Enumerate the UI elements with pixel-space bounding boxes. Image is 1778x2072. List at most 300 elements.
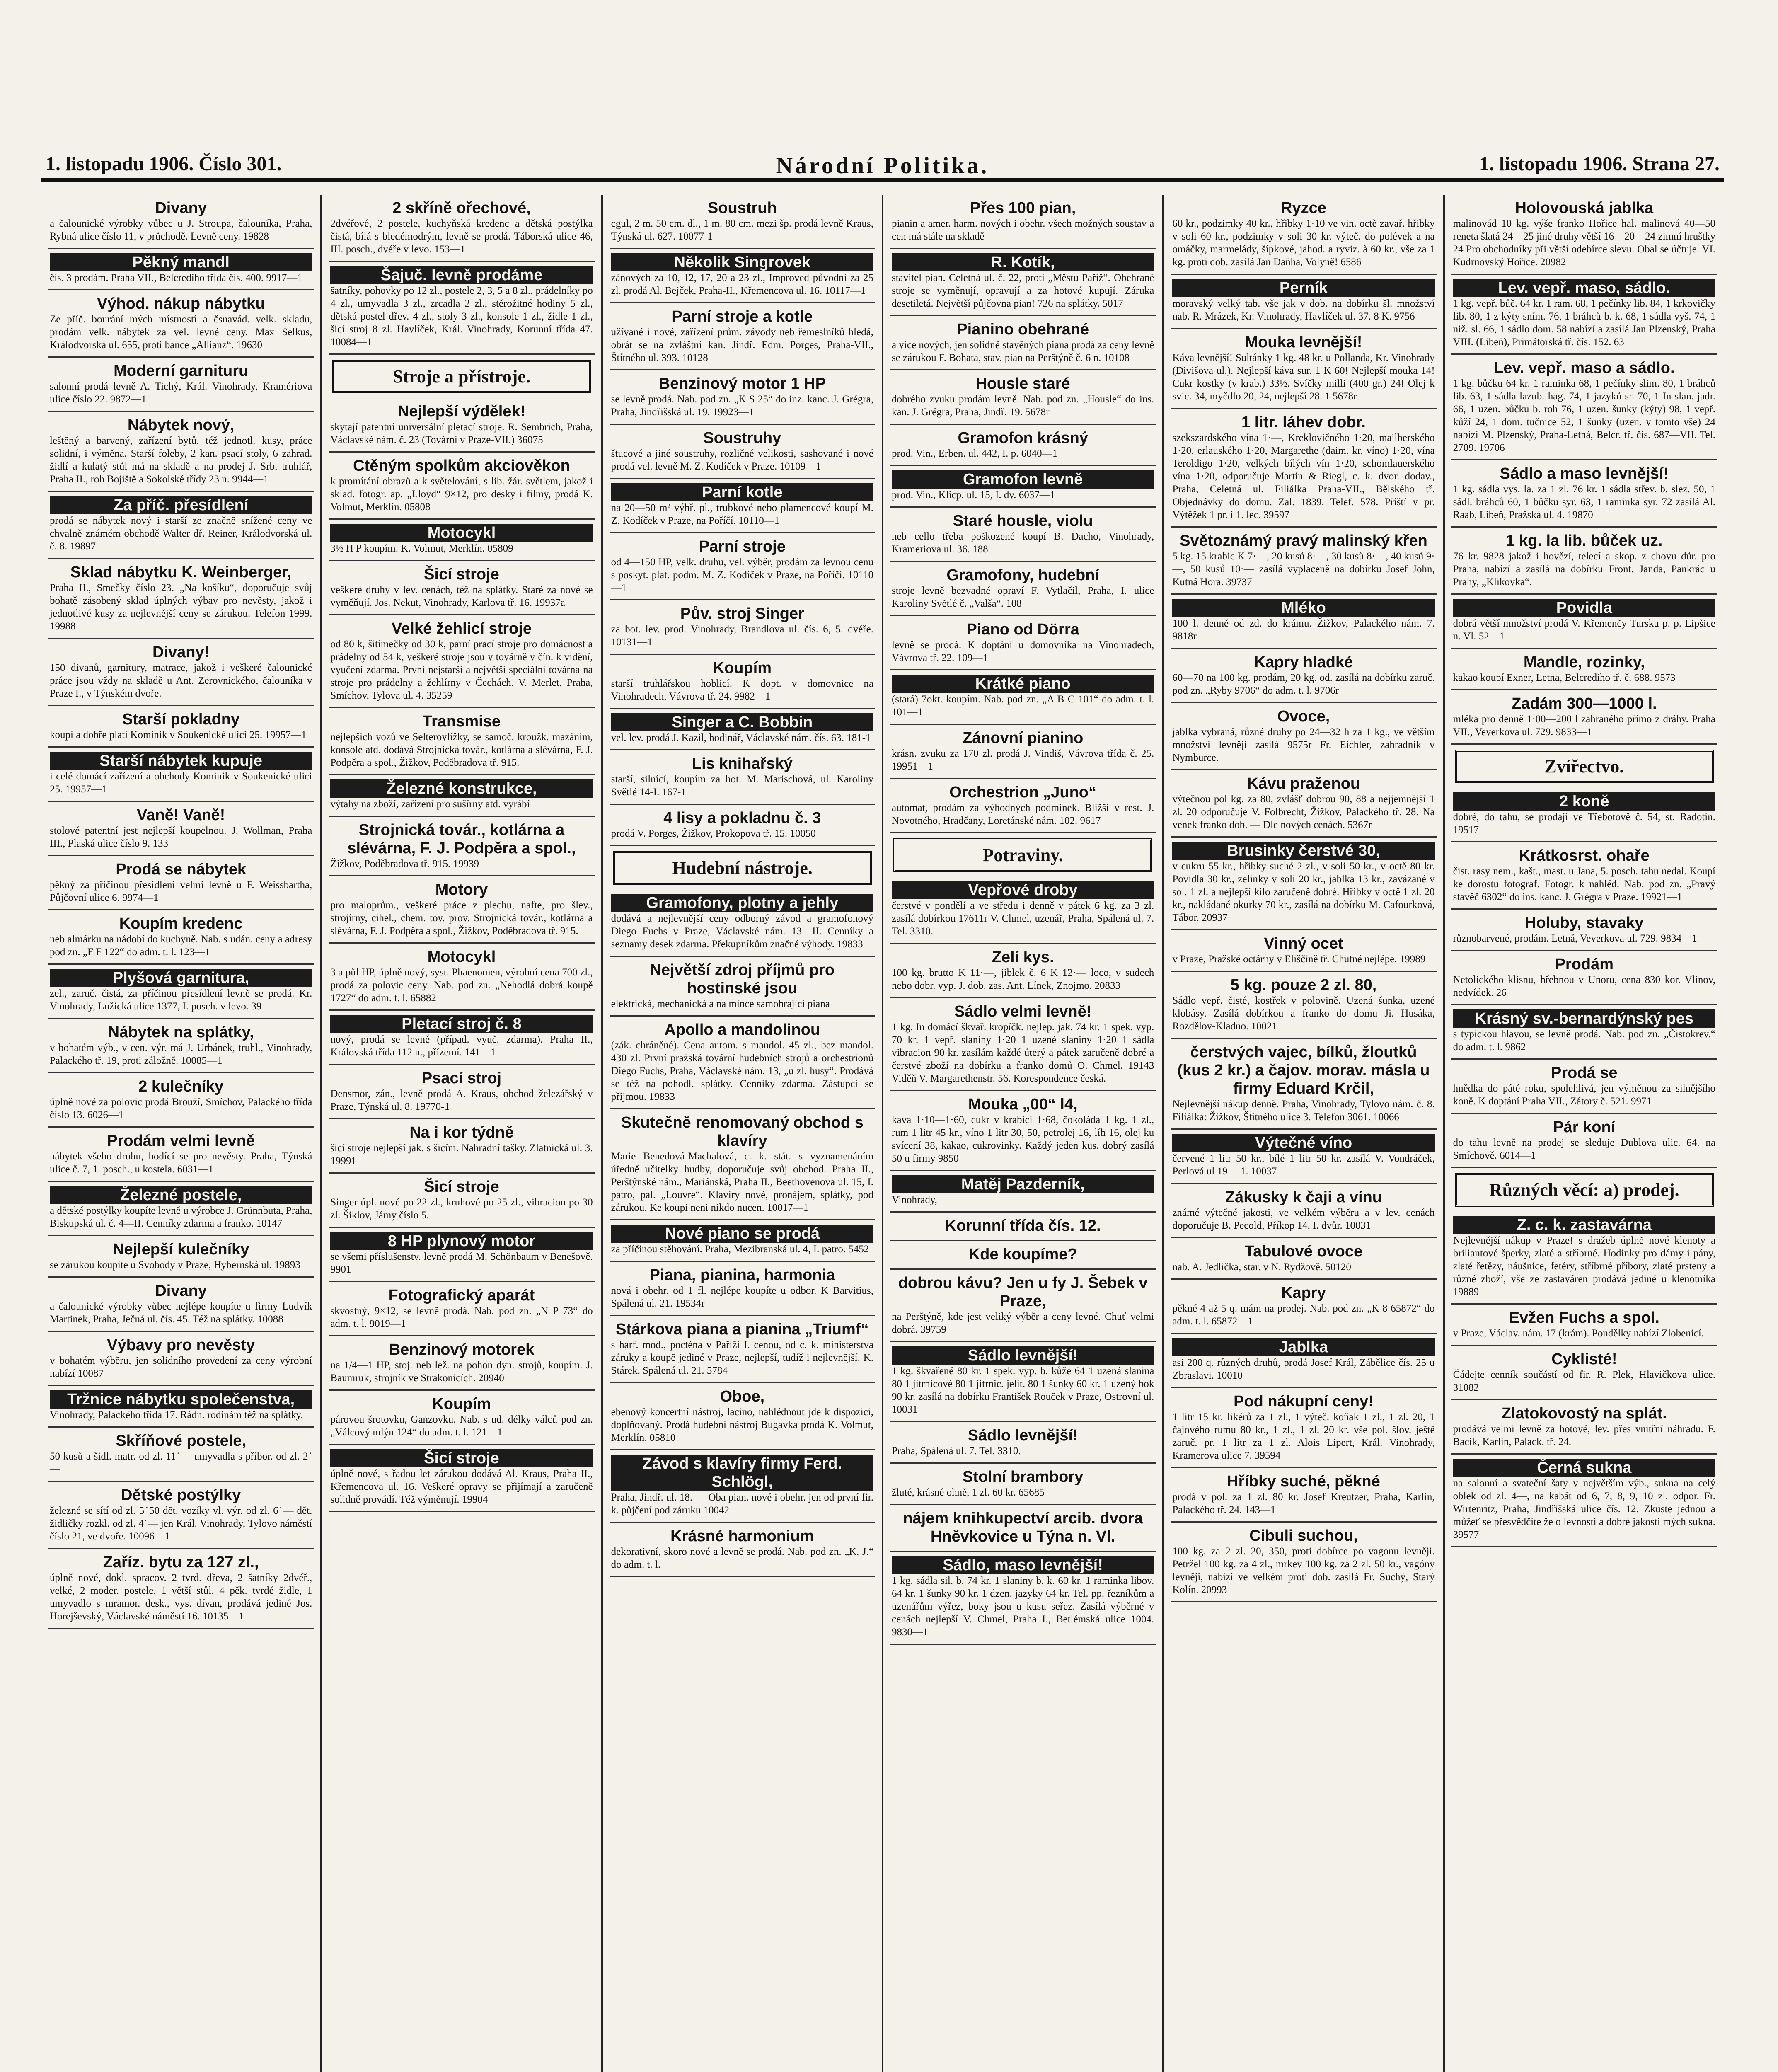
ad-headline: Motocykl — [427, 948, 496, 966]
classified-ad — [890, 425, 1156, 466]
classified-ad — [329, 1174, 594, 1228]
ad-body: cgul, 2 m. 50 cm. dl., 1 m. 80 cm. mezi šp. prodá levně Kraus, Týnská ul. 627. 10077-1 — [611, 218, 873, 242]
ad-headline: Prodám — [1555, 956, 1614, 973]
ad-body: dobrého zvuku prodám levně. Nab. pod zn. „Housle“ do ins. kan. J. Grégra, Praha, Jindř. 19. 5678r — [891, 394, 1154, 418]
classified-ad — [48, 412, 314, 492]
ad-body: 3½ H P koupím. K. Volmut, Merklín. 05809 — [330, 543, 513, 554]
classified-ad — [329, 1065, 594, 1119]
ad-body: párovou šrotovku, Ganzovku. Nab. s ud. délky válců pod zn. „Válcový mlýn 124“ do adm. t. l. 121—1 — [330, 1414, 593, 1438]
section-heading: Stroje a přístroje. — [332, 360, 591, 393]
ad-body: (stará) 7okt. koupím. Nab. pod zn. „A B C 101“ do adm. t. l. 101—1 — [891, 694, 1154, 718]
classified-ad — [890, 944, 1156, 998]
classified-ad — [1451, 1346, 1717, 1400]
ad-body: vel. lev. prodá J. Kazil, hodinář, Václavské nám. čís. 63. 181-1 — [611, 732, 871, 743]
classified-ad — [1451, 1005, 1717, 1060]
ad-headline: Ctěným spolkům akciověkon — [353, 457, 570, 474]
ad-headline: Sádlo a maso levnější! — [1500, 465, 1669, 482]
ad-headline: Kapry — [1281, 1284, 1326, 1302]
classified-ad — [890, 1464, 1156, 1505]
ad-headline: Divany — [155, 1282, 207, 1300]
ad-body: pianin a amer. harm. nových i obehr. všech možných soustav a cen má stále na skladě — [891, 218, 1154, 242]
ad-headline: Divany! — [152, 644, 210, 661]
ad-body: k promítání obrazů a k světelování, s lib. žár. světlem, jakož i sklad. fotogr. ap. „Lloyd“ 9×12, pro desky i filmy, prodá K. Volmut, Merklín. 05808 — [330, 476, 593, 513]
ad-headline: Sádlo levnější! — [892, 1346, 1154, 1365]
ad-headline: Staré housle, violu — [953, 512, 1093, 530]
classified-ad — [1171, 275, 1436, 329]
ad-headline: Prodá se nábytek — [116, 861, 246, 878]
ad-headline: Železné konstrukce, — [330, 779, 593, 798]
classified-ad — [610, 1220, 875, 1262]
ad-headline: Cibuli suchou, — [1249, 1527, 1358, 1544]
classified-ad — [610, 1383, 875, 1450]
ad-body: v bohatém výb., v cen. výr. má J. Urbánek, truhl., Vinohrady, Palackého tř. 19, proti záložně. 10085—1 — [50, 1042, 312, 1066]
classified-ad — [48, 290, 314, 358]
ad-headline: Zaříz. bytu za 127 zl., — [103, 1554, 259, 1571]
ad-headline: Nejlepší kulečníky — [112, 1241, 249, 1258]
ad-body: automat, prodám za výhodných podmínek. Bližší v rest. J. Novotného, Hradčany, Loretánské nám. 102. 9617 — [891, 802, 1154, 826]
header-date-issue: 1. listopadu 1906. Číslo 301. — [46, 153, 282, 175]
ad-body: kakao koupí Exner, Letna, Belcrediho tř. č. 688. 9573 — [1453, 672, 1676, 683]
classified-ad — [48, 1128, 314, 1182]
classified-ad — [890, 670, 1156, 725]
ad-headline: Z. c. k. zastavárna — [1453, 1216, 1715, 1234]
classified-ad — [890, 998, 1156, 1091]
column-4 — [883, 195, 1164, 2072]
ad-headline: Nové piano se prodá — [611, 1225, 873, 1243]
classified-ad — [48, 1278, 314, 1332]
ad-headline: Výbavy pro nevěsty — [107, 1336, 255, 1354]
classified-ad — [48, 1019, 314, 1073]
ad-body: se levně prodá. Nab. pod zn. „K S 25“ do inz. kanc. J. Grégra, Praha, Jindřišská ul. 19. 19923—1 — [611, 394, 873, 418]
ad-body: v Praze, Václav. nám. 17 (krám). Pondělky nabízí Zlobenicí. — [1453, 1328, 1704, 1339]
ad-body: 150 divanů, garnitury, matrace, jakož i veškeré čalounické práce jsou vždy na skladě u Ant. Zerovnického, čalouníka v Praze I., v Týnském dvoře. — [50, 662, 312, 699]
classified-ad — [1171, 528, 1436, 595]
ad-body: nab. A. Jedlička, star. v N. Rydžově. 50120 — [1172, 1261, 1351, 1273]
ad-headline: Divany — [155, 199, 207, 217]
ad-body: v cukru 55 kr., hřibky suché 2 zl., v soli 50 kr., v octě 80 kr. Povidla 30 kr., zelinky v soli 20 kr., jablka 13 kr., zavázané v sol. 1 zl. a nejlepší kilo zaručeně dobré. Hřibky v octě 1 zl. 20 kr., nakládané okurky 70 kr., zasílá na dobírku M. Cafourková, Tábor. 20937 — [1172, 861, 1435, 923]
ad-headline: Pod nákupní ceny! — [1234, 1393, 1374, 1410]
ad-body: se všemi příslušenstv. levně prodá M. Schönbaum v Benešově. 9901 — [330, 1251, 593, 1275]
ad-headline: 8 HP plynový motor — [330, 1232, 593, 1250]
classified-columns — [41, 195, 1724, 2072]
ad-body: Ze příč. bourání mých místností a čsnavád. velk. skladu, prodám velk. nábytek za vel. levné ceny. Max Selkus, Králodvorská ul. 655, proti bance „Allianz“. 19630 — [50, 314, 312, 351]
classified-ad — [1451, 528, 1717, 595]
ad-headline: Zelí kys. — [992, 949, 1054, 966]
ad-headline: Skříňové postele, — [116, 1432, 246, 1450]
ad-headline: Světoznámý pravý malinský křen — [1180, 532, 1427, 549]
ad-body: užívané i nové, zařízení prům. závody neb řemeslníků hledá, obrát se na zvláštní kan. Jindř. Edm. Porges, Praha-VII., Štítného ul. 393. 10128 — [611, 327, 873, 363]
classified-ad — [329, 615, 594, 708]
classified-ad — [329, 775, 594, 817]
classified-ad — [610, 1017, 875, 1109]
ad-body: a čalounické výrobky vůbec nejlépe koupíte u firmy Ludvík Martinek, Praha, Ječná ul. čís. 45. Též na splátky. 10088 — [50, 1301, 312, 1325]
classified-ad — [610, 1109, 875, 1220]
ad-headline: Prodám velmi levně — [107, 1132, 255, 1150]
ad-body: levně se prodá. K doptání u domovníka na Vinohradech, Vávrova tř. 22. 109—1 — [891, 639, 1154, 663]
classified-ad — [610, 890, 875, 957]
classified-ad — [1451, 460, 1717, 528]
classified-ad — [890, 370, 1156, 425]
ad-body: štucové a jiné soustruhy, rozličné velikosti, sashované i nové prodá vel. levně M. Z. Kodíček v Praze. 10109—1 — [611, 448, 873, 472]
ad-headline: Pův. stroj Singer — [680, 605, 804, 622]
ad-body: 100 kg. za 2 zl. 20, 350, proti dobírce po vagonu levněji. Petržel 100 kg. za 4 zl., mrkev 100 kg. za 2 zl. 50 kr., vagóny levněji, nabízí ve velkém proti dob. zasílá Fr. Suchý, Starý Kolín. 20993 — [1172, 1546, 1435, 1595]
classified-ad — [48, 358, 314, 412]
classified-ad — [890, 1552, 1156, 1645]
ad-headline: Gramofony, hudební — [946, 566, 1100, 584]
ad-body: Netolického klisnu, hřebnou v Unoru, cena 830 kor. Vlinov, nedvídek. 26 — [1453, 974, 1715, 998]
classified-ad — [1451, 910, 1717, 951]
classified-ad — [890, 616, 1156, 670]
ad-headline: Krátkosrst. ohaře — [1519, 847, 1650, 864]
ad-headline: Cyklisté! — [1551, 1351, 1617, 1368]
ad-headline: Kde koupíme? — [968, 1246, 1077, 1263]
ad-headline: Oboe, — [720, 1388, 765, 1405]
ad-body: čís. 3 prodám. Praha VII., Belcrediho třída čís. 400. 9917—1 — [50, 272, 302, 283]
ad-headline: 5 kg. pouze 2 zl. 80, — [1230, 976, 1377, 994]
classified-ad — [890, 466, 1156, 508]
ad-body: pro maloprům., veškeré práce z plechu, nafte, pro šlev., strojírny, cihel., chem. tov. prov. Strojnická továr., kotlárna a slévárna, F. J. Podpěra a spol., Žižkov, Poděbradova tř. 915. — [330, 900, 593, 937]
ad-headline: Šicí stroje — [330, 1449, 593, 1467]
classified-ad — [610, 479, 875, 533]
ad-body: dobrá větší množství prodá V. Křemenčy Tursku p. p. Lipšice n. Vl. 52—1 — [1453, 618, 1715, 642]
ad-body: různobarvené, prodám. Letná, Veverkova ul. 729. 9834—1 — [1453, 933, 1697, 944]
ad-body: nový, prodá se levně (případ. vyuč. zdarma). Praha II., Královská třída 112 n., přízemí. 141—1 — [330, 1034, 593, 1058]
ad-body: s harf. mod., pocténa v Paříži I. cenou, od c. k. ministerstva záruky a koupě jediné v Praze, nejlepší, tudíž i nejlevnější. K. Stárek, Spálená ul. 21. 5784 — [611, 1339, 873, 1376]
ad-headline: Lev. vepř. maso a sádlo. — [1494, 359, 1675, 377]
ad-body: 1 kg. In domácí škvař. kropíčk. nejlep. jak. 74 kr. 1 spek. vyp. 70 kr. 1 vepř. slaniny 1·20 1 uzené slaniny 1·20 1 sádla vibracion 90 kr. zasílám každé úterý a pátek zaručeně dobré a čerstvé zboží na dobírku a franko domů O. Chmel. 19143 Viděň V, Margarethenstr. 56. Korespondence česká. — [891, 1021, 1154, 1084]
ad-body: stolové patentní jest nejlepší koupelnou. J. Wollman, Praha III., Plaská ulice číslo 9. 133 — [50, 825, 312, 849]
classified-ad — [1451, 842, 1717, 910]
classified-ad — [890, 725, 1156, 779]
ad-body: prodá V. Porges, Žižkov, Prokopova tř. 15. 10050 — [611, 828, 816, 839]
classified-ad — [48, 492, 314, 559]
ad-body: žluté, krásné ohně, 1 zl. 60 kr. 65685 — [891, 1487, 1045, 1498]
classified-ad — [1451, 951, 1717, 1005]
classified-ad — [329, 398, 594, 453]
ad-headline: Starší pokladny — [122, 711, 240, 728]
classified-ad — [1171, 595, 1436, 649]
ad-headline: Parní stroje a kotle — [672, 308, 813, 325]
classified-ad — [329, 262, 594, 355]
ad-body: zel., zaruč. čistá, za příčinou přesídlení levně se prodá. Kr. Vinohrady, Lužická ulice 1377, I. posch. v levo. 39 — [50, 988, 312, 1012]
ad-body: pěkný za příčinou přesídlení velmi levně u F. Weissbartha, Půjčovní ulice 6. 9974—1 — [50, 879, 312, 903]
ad-body: starší truhlářskou hoblicí. K dopt. v domovnice na Vinohradech, Vávrova tř. 24. 9982—1 — [611, 678, 873, 702]
classified-ad — [329, 817, 594, 876]
classified-ad — [48, 748, 314, 802]
ad-body: Nejlevnější nákup denně. Praha, Vinohrady, Tylovo nám. č. 8. Filiálka: Žižkov, Štítného ulice 3. Telefon 3061. 10066 — [1172, 1099, 1435, 1123]
header-date-page: 1. listopadu 1906. Strana 27. — [1479, 153, 1720, 175]
classified-ad — [890, 195, 1156, 249]
ad-body: Vinohrady, Palackého třída 17. Rádn. rodinám též na splátky. — [50, 1409, 303, 1421]
classified-ad — [1451, 690, 1717, 745]
classified-ad — [890, 1091, 1156, 1171]
ad-body: skytají patentní universální pletací stroje. R. Sembrich, Praha, Václavské nám. č. 23 (Tovární v Praze-VII.) 36075 — [330, 421, 593, 445]
ad-body: nová i obehr. od 1 fl. nejlépe koupíte u odbor. K Barvitius, Spálená ul. 21. 19534r — [611, 1285, 873, 1309]
ad-body: 1 kg. sádla sil. b. 74 kr. 1 slaniny b. k. 60 kr. 1 raminka libov. 64 kr. 1 šunky 90 kr. 1 dzen. jazyky 64 kr. Tel. pp. řezníkům a uzenářům výřez, boky jsou u kusu seřez. Zasílá výběrné v cenách nejlepší V. Chmel, Praha I., Betlémská ulice 1004. 9830—1 — [891, 1575, 1154, 1638]
classified-ad — [48, 1482, 314, 1549]
ad-body: neb cello třeba poškozené koupí B. Dacho, Vinohrady, Krameriova ul. 36. 188 — [891, 531, 1154, 555]
ad-headline: 2 kulečníky — [138, 1078, 224, 1095]
ad-headline: Mouka levnější! — [1245, 334, 1362, 351]
ad-body: nejlepších vozů ve Selterovlížky, se samoč. kroužk. mazáním, konsole atd. dodává Strojnická továr., kotlárna a slévárna, F. J. Podpěra a spol., Žižkov, Poděbradova tř. 915. — [330, 731, 593, 768]
ad-body: skvostný, 9×12, se levně prodá. Nab. pod zn. „N P 73“ do adm. t. l. 9019—1 — [330, 1305, 593, 1329]
ad-headline: Hříbky suché, pěkné — [1227, 1473, 1380, 1490]
ad-headline: 4 lisy a pokladnu č. 3 — [663, 809, 821, 827]
ad-headline: Jablka — [1172, 1338, 1434, 1356]
ad-headline: Velké žehlicí stroje — [392, 620, 532, 637]
ad-body: Čádejte cenník součástí od fir. R. Plek, Hlavičkova ulice. 31082 — [1453, 1369, 1715, 1393]
ad-body: kava 1·10—1·60, cukr v krabici 1·68, čokoláda 1 kg. 1 zl., rum 1 litr 45 kr., víno 1 litr 30, 50, petrolej 16, líh 16, olej ku svícení 38, kakao, cukrovinky. Každý jeden kus. dobrý zasílá 50 u firmy 9850 — [891, 1114, 1154, 1164]
classified-ad — [48, 1236, 314, 1278]
ad-headline: Piano od Dörra — [966, 621, 1079, 638]
classified-ad — [48, 1549, 314, 1629]
ad-headline: Krásné harmonium — [670, 1527, 814, 1545]
ad-headline: Evžen Fuchs a spol. — [1509, 1309, 1659, 1326]
ad-headline: Povidla — [1453, 599, 1715, 617]
ad-headline: Strojnická továr., kotlárna a slévárna, F. J. Podpěra a spol., — [347, 821, 576, 857]
ad-headline: Pár koní — [1553, 1118, 1616, 1136]
ad-headline: Za příč. přesídlení — [50, 496, 312, 514]
ad-body: za bot. lev. prod. Vinohrady, Brandlova ul. čís. 6, 5. dvéře. 10131—1 — [611, 624, 873, 648]
ad-headline: Gramofon levně — [892, 470, 1154, 489]
ad-headline: Housle staré — [975, 375, 1070, 392]
classified-ad — [1171, 1130, 1436, 1184]
ad-headline: Nejlepší výdělek! — [397, 403, 526, 420]
ad-body: 1 litr 15 kr. likérů za 1 zl., 1 výteč. koňak 1 zl., 1 zl. 20, 1 čajového rumu 80 kr., 1 zl., 1 zl. 20 kr. vše pol. šlov. ještě zaruč. pr. 1 litr za 1 zl. Alois Lipert, Král. Vinohrady, Kramerova ulice 7. 39594 — [1172, 1411, 1435, 1461]
ad-body: na salonní a svateční šaty v největším výb., sukna na celý oblek od zl. 4—, na kabát od 6, 7, 8, 9, 10 zl. odpor. Fr. Wirtenritz, Praha, Jindřišská ulice čís. 12. Zkuste jednou a můžeť se přesvědčíte že o levnosti a dobré jakosti mých sukna. 39577 — [1453, 1478, 1715, 1540]
section-heading: Zvířectvo. — [1455, 750, 1714, 783]
classified-ad — [890, 1422, 1156, 1464]
classified-ad — [890, 1342, 1156, 1422]
ad-body: pěkné 4 až 5 q. mám na prodej. Nab. pod zn. „K 8 65872“ do adm. t. l. 65872—1 — [1172, 1303, 1435, 1327]
ad-headline: Šicí stroje — [424, 566, 499, 583]
ad-body: dekorativní, skoro nové a levně se prodá. Nab. pod zn. „K. J.“ do adm. t. l. — [611, 1546, 873, 1570]
classified-ad — [610, 655, 875, 709]
ad-body: elektrická, mechanická a na mince samohrající piana — [611, 998, 830, 1009]
classified-ad — [1451, 1114, 1717, 1168]
ad-body: 1 kg. sádla vys. la. za 1 zl. 76 kr. 1 sádla střev. b. slez. 50, 1 sádl. bráhců 60, 1 bůčku syr. 63, 1 raminka syr. 72 zasílá Al. Raab, Libeň, Pražská ul. 4. 19870 — [1453, 484, 1715, 520]
ad-body: Káva levnější! Sultánky 1 kg. 48 kr. u Pollanda, Kr. Vinohrady (Divišova ul.). Nejlepší káva sur. 1 K 60! Nejlepší mouka 14! Cukr kostky (v krab.) 33½. Svíčky milli (400 gr.) 24! Olej k svic. 34, myčdlo 20, 24, nejlepší 28. 1 5678r — [1172, 352, 1435, 402]
classified-ad — [1451, 275, 1717, 355]
ad-headline: Soustruh — [707, 199, 777, 217]
column-3 — [603, 195, 883, 2072]
ad-headline: Nábytek nový, — [127, 416, 235, 434]
ad-body: s typickou hlavou, se levně prodá. Nab. pod zn. „Čistokrev.“ do adm. t. l. 9862 — [1453, 1029, 1715, 1053]
ad-headline: Stárkova piana a pianina „Triumf“ — [616, 1321, 869, 1338]
ad-headline: Piana, pianina, harmonia — [649, 1266, 835, 1284]
ad-headline: Koupím — [432, 1395, 491, 1413]
ad-body: 5 kg. 15 krabic K 7·—, 20 kusů 8·—, 30 kusů 8·—, 40 kusů 9·—, 50 kusů 10·— zasílá vyplaceně na dobírku Josef John, Kutná Hora. 39737 — [1172, 551, 1435, 588]
classified-ad — [610, 750, 875, 805]
classified-ad — [1451, 1455, 1717, 1547]
ad-body: i celé domácí zařízení a obchody Kominik v Soukenické ulici 25. 19957—1 — [50, 771, 312, 795]
ad-body: za příčinou stěhování. Praha, Mezibranská ul. 4, I. patro. 5452 — [611, 1244, 869, 1255]
ad-headline: Sklad nábytku K. Weinberger, — [70, 564, 292, 581]
ad-headline: Sádlo levnější! — [968, 1427, 1078, 1444]
classified-ad — [890, 1171, 1156, 1213]
ad-headline: Holovouská jablka — [1515, 199, 1654, 217]
ad-body: asi 200 q. různých druhů, prodá Josef Král, Zábělice čís. 25 u Zbraslavi. 10010 — [1172, 1357, 1435, 1381]
ad-body: Sádlo vepř. čisté, kostřek v polovině. Uzená šunka, uzené klobásy. Zasílá dobírkou a franko do domu Ji. Husáka, Rozdělov-Kladno. 10021 — [1172, 995, 1435, 1032]
ad-body: prod. Vin., Klicp. ul. 15, I. dv. 6037—1 — [891, 489, 1055, 501]
classified-ad — [1451, 195, 1717, 275]
classified-ad — [610, 303, 875, 370]
ad-body: Praha, Spálená ul. 7. Tel. 3310. — [891, 1445, 1021, 1457]
classified-ad — [329, 453, 594, 520]
ad-body: 1 kg. škvařené 80 kr. 1 spek. vyp. b. kůže 64 1 uzená slanina 80 1 jitrnicové 80 1 jitrnic. jelit. 80 1 šunky 60 kr. 1 uzený bok 90 kr. zasílá na dobírku František Rouček v Praze, Ostrovní ul. 10031 — [891, 1365, 1154, 1415]
ad-body: červené 1 litr 50 kr., bílé 1 litr 50 kr. zasílá V. Vondráček, Perlová ul 19 —1. 10037 — [1172, 1153, 1435, 1177]
ad-body: čerstvé v pondělí a ve středu i denně v pátek 6 kg. za 3 zl. zasílá dobírkou 17611r V. Chmel, uzenář, Praha, Spálená ul. 7. Tel. 3310. — [891, 900, 1154, 937]
ad-body: koupí a dobře platí Kominik v Soukenické ulici 25. 19957—1 — [50, 729, 307, 741]
ad-body: Nejlevnější nákup v Praze! s dražeb úplně nové klenoty a briliantové šperky, zlaté a stříbrné. Hodinky pro dámy i pány, zlaté řetězy, náušnice, fetéry, stříbrné příbory, zlaté prsteny a různé zboží, vše ze zastaváren prodává jediné u klenotníka 19889 — [1453, 1235, 1715, 1297]
ad-body: prodá v pol. za 1 zl. 80 kr. Josef Kreutzer, Praha, Karlín, Palackého tř. 24. 143—1 — [1172, 1491, 1435, 1515]
classified-ad — [610, 805, 875, 846]
ad-body: na Perštýně, kde jest veliký výběr a ceny levné. Chuť velmi dobrá. 39759 — [891, 1311, 1154, 1335]
ad-headline: Singer a C. Bobbin — [611, 713, 873, 731]
ad-body: a čalounické výrobky vůbec u J. Stroupa, čalouníka, Praha, Rybná ulice číslo 11, v průchodě. Levně ceny. 19828 — [50, 218, 312, 242]
ad-headline: Transmise — [422, 713, 501, 730]
ad-body: malinovád 10 kg. výše franko Hořice hal. malinová 40—50 reneta šlatá 24—25 jiné druhy větší 16—20—24 zimní hruštky 24 Pro obchodníky při větší odebírce slevu. Obal se účtuje. VI. Kudrnovský Hořice. 20982 — [1453, 218, 1715, 268]
ad-headline: Krásný sv.-bernardýnský pes — [1453, 1009, 1715, 1028]
classified-ad — [610, 1450, 875, 1523]
column-6 — [1445, 195, 1724, 2072]
classified-ad — [1171, 1468, 1436, 1523]
ad-headline: Benzinový motorek — [389, 1341, 535, 1358]
classified-ad — [610, 1316, 875, 1383]
classified-ad — [329, 561, 594, 615]
classified-ad — [1171, 930, 1436, 972]
ad-headline: Perník — [1172, 279, 1434, 297]
column-5 — [1164, 195, 1444, 2072]
ad-body: na 1/4—1 HP, stoj. neb lež. na pohon dyn. strojů, koupím. J. Baumruk, strojník ve Strakonicích. 20940 — [330, 1360, 593, 1384]
ad-headline: Sádlo velmi levně! — [954, 1003, 1092, 1020]
ad-body: a více nových, jen solidně stavěných piana prodá za ceny levně se zárukou F. Bohata, stav. pian na Perštýně č. 6 n. 10108 — [891, 339, 1154, 363]
ad-body: dodává a nejlevnější ceny odborný závod a gramofonový Diego Fuchs v Praze, Václavské nám. 13—II. Cenníky a seznamy desek zdarma. Překupníkům značné výhody. 19833 — [611, 913, 873, 950]
ad-headline: Mléko — [1172, 599, 1434, 617]
ad-headline: čerstvých vajec, bílků, žloutků (kus 2 kr.) a čajov. morav. másla u firmy Eduard Krčil, — [1177, 1043, 1430, 1097]
ad-body: Singer úpl. nové po 22 zl., kruhové po 25 zl., vibracion po 30 zl. Šiklov, Jámy číslo 5. — [330, 1197, 593, 1221]
ad-body: v bohatém výběru, jen solidního provedení za ceny výrobní nabízí 10087 — [50, 1355, 312, 1379]
classified-ad — [1171, 649, 1436, 703]
classified-ad — [1171, 1184, 1436, 1238]
classified-ad — [890, 1241, 1156, 1270]
section-heading: Hudební nástroje. — [613, 851, 872, 885]
ad-headline: Mouka „00“ l4, — [968, 1096, 1078, 1113]
ad-headline: Krátké piano — [892, 675, 1154, 693]
page-header — [41, 149, 1724, 182]
ad-body: do tahu levně na prodej se sleduje Dublova ulic. 64. na Smíchově. 6014—1 — [1453, 1137, 1715, 1161]
ad-headline: Největší zdroj příjmů pro hostinské jsou — [650, 961, 835, 997]
ad-headline: Ryzce — [1281, 199, 1326, 217]
classified-ad — [1171, 1039, 1436, 1130]
ad-headline: Fotografický aparát — [388, 1287, 535, 1304]
classified-ad — [610, 1262, 875, 1316]
classified-ad — [890, 316, 1156, 370]
classified-ad — [890, 249, 1156, 316]
ad-headline: Vinný ocet — [1264, 935, 1343, 952]
classified-ad — [610, 1523, 875, 1577]
ad-headline: nájem knihkupectví arcib. dvora Hněvkovice u Týna n. Vl. — [903, 1510, 1143, 1545]
classified-ad — [610, 195, 875, 249]
ad-headline: Černá sukna — [1453, 1459, 1715, 1477]
ad-body: (zák. chráněné). Cena autom. s mandol. 45 zl., bez mandol. 430 zl. První pražská tovární hudebních strojů a orchestrionů Diego Fuchs, Praha, Václavské nám. 13, „u zl. husy“. Prodává se též na pohodl. splátky. Cenníky zdarma. Zástupci se přijmou. 19833 — [611, 1040, 873, 1102]
ad-headline: Motocykl — [330, 524, 593, 542]
ad-body: 60 kr., podzimky 40 kr., hřibky 1·10 ve vin. octě zavař. hřibky v soli 60 kr., podzimky v soli 30 kr. výteč. do polévek a na omáčky, marmelády, šípkové, jahod. a ryviz. à 60 kr., vše za 1 kg. proti dob. zasílá Jan Daňha, Volyně! 6586 — [1172, 218, 1435, 268]
ad-body: v Praze, Pražské octárny v Eliščině tř. Chutné nejlépe. 19989 — [1172, 954, 1426, 965]
ad-headline: Šicí stroje — [424, 1178, 499, 1196]
column-1 — [41, 195, 322, 2072]
ad-headline: Plyšová garnitura, — [50, 969, 312, 987]
ad-body: úplně nové, dokl. spracov. 2 tvrd. dřeva, 2 šatníky 2dvéř., velké, 2 moder. postele, 1 větší stůl, 4 pěk. tvrdé židle, 1 umyvadlo s mramor. desk., vys. dívan, prodává jediné Jos. Horejševský, Václavské náměstí 16. 10135—1 — [50, 1572, 312, 1622]
classified-ad — [1451, 1212, 1717, 1305]
classified-ad — [48, 559, 314, 639]
classified-ad — [1451, 1060, 1717, 1114]
ad-body: 100 kg. brutto K 11·—, jiblek č. 6 K 12·— loco, v sudech nebo dobr. vyp. J. dob. zas. Ant. Línek, Znojmo. 20833 — [891, 967, 1154, 991]
ad-body: od 4—150 HP, velk. druhu, vel. výběr, prodám za levnou cenu s poskyt. plat. podm. M. Z. Kodíček v Praze, na Poříčí. 10110—1 — [611, 557, 873, 593]
ad-body: neb almárku na nádobí do kuchyně. Nab. s udán. ceny a adresy pod zn. „F F 122“ do adm. t. l. 123—1 — [50, 934, 312, 958]
ad-headline: Vaně! Vaně! — [137, 806, 225, 824]
ad-headline: Dětské postýlky — [121, 1486, 241, 1504]
ad-body: veškeré druhy v lev. cenách, též na splátky. Staré za nové se vyměňují. Jos. Nekut, Vinohrady, Karlova tř. 16. 19937a — [330, 584, 593, 608]
classified-ad — [890, 1505, 1156, 1552]
classified-ad — [329, 876, 594, 944]
ad-body: hnědka do páté roku, spolehlivá, jen výměnou za silnějšího koně. K doptání Praha VII., Zátory č. 521. 9971 — [1453, 1083, 1715, 1107]
classified-ad — [48, 1332, 314, 1386]
ad-body: Marie Benedová-Machalová, c. k. stát. s vyznamenáním úředně učitelky hudby, doporučuje svůj obchod. Praha II., Perštýnské nám., Mariánská, Praha II., Beethovenova ul. 15, I. patro, pal. „Louvre“. Klavíry nové, pronájem, splátky, pod zárukou. Ke koupi neni nikdo nucen. 10017—1 — [611, 1151, 873, 1213]
classified-ad — [48, 1386, 314, 1428]
classified-ad — [1171, 1388, 1436, 1468]
ad-headline: Pletací stroj č. 8 — [330, 1015, 593, 1033]
ad-headline: 2 koně — [1453, 792, 1715, 811]
ad-headline: Prodá se — [1551, 1064, 1618, 1082]
classified-ad — [1171, 195, 1436, 275]
ad-headline: Nábytek na splátky, — [108, 1024, 254, 1041]
classified-ad — [1171, 1523, 1436, 1602]
classified-ad — [1451, 595, 1717, 649]
classified-ad — [1171, 838, 1436, 930]
ad-headline: R. Kotík, — [892, 253, 1154, 271]
ad-body: od 80 k, šitímečky od 30 k, parní prací stroje pro domácnost a prádelny od 54 k, veškeré stroje jsou v továrně v čín. k vidění, vyučení zdarma. První nejstarší a největší speciální továrna na stroje pro prádelny a žehlírny v Čechách. V. Merlet, Praha, Smíchov, Tylova ul. 4. 35259 — [330, 639, 593, 701]
ad-body: zánových za 10, 12, 17, 20 a 23 zl., Improved původní za 25 zl. prodá Al. Bejček, Praha-II., Křemencova ul. 16. 10117—1 — [611, 272, 873, 296]
ad-headline: Korunní třída čís. 12. — [945, 1217, 1101, 1234]
classified-ad — [1451, 1400, 1717, 1455]
classified-ad — [890, 1213, 1156, 1241]
ad-body: nábytek všeho druhu, hodící se pro nevěsty. Praha, Týnská ulice č. 7, 1. posch., u kostela. 6031—1 — [50, 1151, 312, 1175]
classified-ad — [610, 957, 875, 1017]
classified-ad — [1171, 329, 1436, 409]
ad-body: moravský velký tab. vše jak v dob. na dobírku šl. množství nab. R. Mrázek, Kr. Vinohrady, Havlíček ul. 37. 8 K. 9756 — [1172, 298, 1435, 322]
classified-ad — [610, 370, 875, 425]
ad-headline: Zadám 300—1000 l. — [1511, 695, 1657, 712]
classified-ad — [48, 856, 314, 910]
classified-ad — [890, 779, 1156, 833]
classified-ad — [610, 600, 875, 655]
section-heading: Různých věcí: a) prodej. — [1455, 1173, 1714, 1207]
ad-body: známé výtečné jakosti, ve velkém výběru a v lev. cenách doporučuje B. Pecold, Příkop 14, I. dvůr. 10031 — [1172, 1207, 1435, 1231]
ad-body: a dětské postýlky koupíte levně u výrobce J. Grünnbuta, Praha, Biskupská ul. č. 4—II. Cenníky zdarma a franko. 10147 — [50, 1205, 312, 1229]
ad-body: 2dvéřové, 2 postele, kuchyňská kredenc a dětská postýlka čistá, bílá s bledémodrým, levně se prodá. Táborská ulice 46, III. posch., dvéře v levo. 153—1 — [330, 218, 593, 255]
ad-body: 3 a půl HP, úplně nový, syst. Phaenomen, výrobní cena 700 zl., prodá za polovic ceny. Nab. pod zn. „Nehodlá dobrá koupě 1727“ do adm. t. l. 65882 — [330, 967, 593, 1004]
ad-headline: Soustruhy — [703, 429, 781, 447]
ad-body: stavitel pian. Celetná ul. č. 22, proti „Městu Paříž“. Obehrané stroje se vyměnují, opravují a za hotové kupují. Záruka desetiletá. Největší půjčovna pian! 726 na splátky. 5017 — [891, 272, 1154, 309]
ad-headline: Železné postele, — [50, 1186, 312, 1204]
classified-ad — [329, 1119, 594, 1174]
section-heading: Potraviny. — [893, 838, 1152, 872]
classified-ad — [610, 533, 875, 600]
classified-ad — [610, 249, 875, 303]
classified-ad — [1451, 355, 1717, 460]
classified-ad — [1171, 1238, 1436, 1280]
